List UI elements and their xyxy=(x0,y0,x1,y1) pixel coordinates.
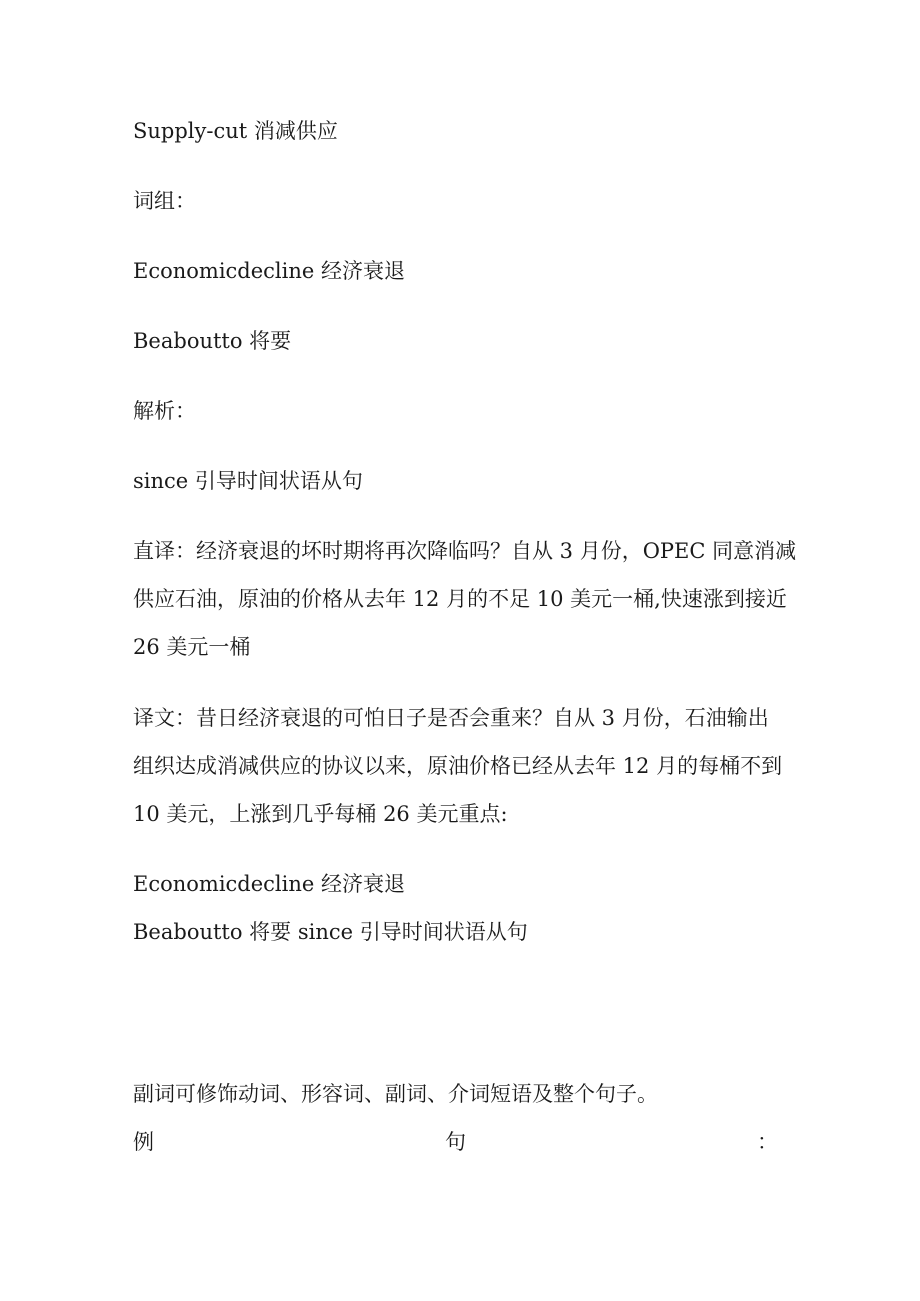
phrases-heading: 词组： xyxy=(133,189,196,213)
keypoint-be-about-to-since: Beaboutto 将要 since 引导时间状语从句 xyxy=(133,920,528,944)
free-translation-line-2: 组织达成消减供应的协议以来，原油价格已经从去年 12 月的每桶不到 xyxy=(133,754,783,778)
phrase-economic-decline: Economicdecline 经济衰退 xyxy=(133,259,405,283)
literal-translation-line-1: 直译：经济衰退的坏时期将再次降临吗？自从 3 月份，OPEC 同意消减 xyxy=(133,539,797,563)
phrase-be-about-to: Beaboutto 将要 xyxy=(133,329,292,353)
example-char-2: 句 xyxy=(445,1130,466,1154)
free-translation-line-1: 译文：昔日经济衰退的可怕日子是否会重来？自从 3 月份，石油输出 xyxy=(133,706,769,730)
example-char-1: 例 xyxy=(133,1130,154,1154)
example-colon: ： xyxy=(757,1130,778,1154)
example-sentence-heading xyxy=(133,1128,778,1156)
adverb-rule: 副词可修饰动词、形容词、副词、介词短语及整个句子。 xyxy=(133,1082,658,1106)
literal-translation-line-2: 供应石油，原油的价格从去年 12 月的不足 10 美元一桶,快速涨到接近 xyxy=(133,587,787,611)
free-translation-line-3: 10 美元，上涨到几乎每桶 26 美元重点: xyxy=(133,802,508,826)
analysis-heading: 解析： xyxy=(133,399,196,423)
keypoint-economic-decline: Economicdecline 经济衰退 xyxy=(133,872,405,896)
literal-translation-line-3: 26 美元一桶 xyxy=(133,635,251,659)
vocab-supply-cut: Supply-cut 消减供应 xyxy=(133,119,338,143)
analysis-since-clause: since 引导时间状语从句 xyxy=(133,469,363,493)
